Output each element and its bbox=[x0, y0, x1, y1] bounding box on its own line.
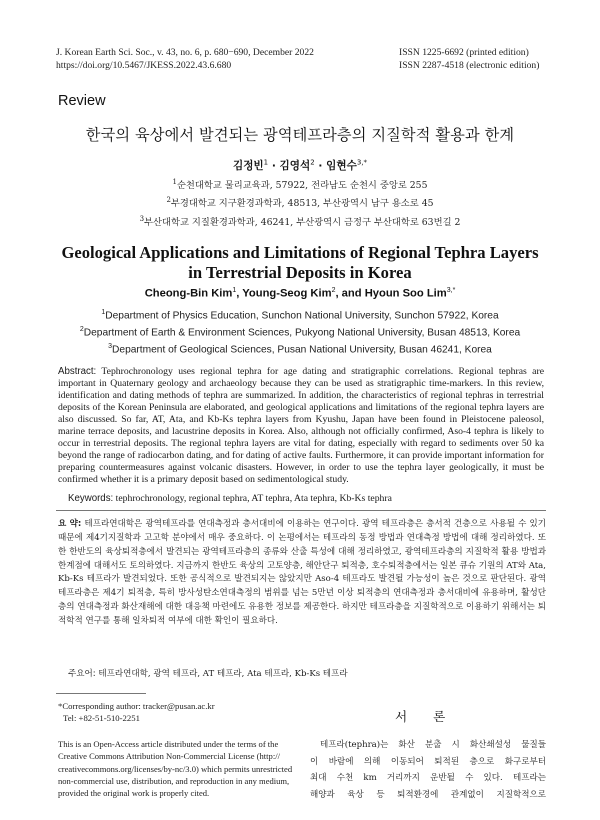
korean-abstract-text: 테프라연대학은 광역테프라를 연대측정과 층서대비에 이용하는 연구이다. 광역 테프라층은 층서적 건층으로 사용될 수 있기 때문에 제4기지질학과 고고학 분야에서 매우 중요하다. 이 논평에서는 테프라의 동정 방법과 연대측정 방법에 대해 정리하였다. 또한 한반도의 육상퇴적층에서 발견되는 광역테프라층의 종류와 산출 특성에 대해 정리하였고, 광역테프라층의 지질학적 활용 방법과 한계점에 대해서도 토의하였다. 지금까지 한반도 육상의 고토양층, 해안단구 퇴적층, 호수퇴적층에서는 일본 큐슈 기원의 AT와 Ata, Kb-Ks 테프라가 발견되었다. 또한 공식적으로 발견되지는 않았지만 Aso-4 테프라도 발견될 가능성이 높은 것으로 판단된다. 광역테프라층은 제4기 퇴적층, 특히 방사성탄소연대측정의 범위를 넘는 5만년 이상 퇴적층의 연대측정과 층서대비에 유용하며, 활성단층의 연대측정과 화산재해에 대한 대응책 마련에도 유용한 정보를 제공한다. 하지만 테프라층을 지질학적으로 이용하기 위해서는 퇴적학적 연구를 통해 일차퇴적 여부에 대한 확인이 필요하다. bbox=[58, 519, 547, 626]
author-name: 김정빈 bbox=[232, 160, 264, 172]
open-access-line: non-commercial use, distribution, and reproduction in any medium, bbox=[58, 775, 290, 786]
corresponding-tel: Tel: +82-51-510-2251 bbox=[63, 713, 140, 723]
footnote-divider bbox=[56, 693, 146, 694]
affiliation-sup: 3 bbox=[108, 342, 113, 350]
heading-char: 서 bbox=[395, 709, 408, 724]
corresponding-author-note bbox=[58, 700, 298, 724]
affiliation-sup: 2 bbox=[79, 325, 84, 333]
affiliation-line bbox=[0, 340, 600, 357]
keywords-text: tephrochronology, regional tephra, AT tephra, Ata tephra, Kb-Ks tephra bbox=[115, 493, 392, 504]
korean-abstract-label: 요 약: bbox=[58, 519, 82, 529]
intro-line: 최대 수천 km 거리까지 운반될 수 있다. 테프라는 bbox=[310, 773, 546, 784]
issn-electronic: ISSN 2287-4518 (electronic edition) bbox=[399, 59, 540, 71]
author-name: 김영석 bbox=[279, 160, 311, 172]
affiliation-line bbox=[0, 306, 600, 323]
affiliation-text: Department of Earth & Environment Sciences, Pukyong National University, Busan 48513, Korea bbox=[83, 327, 521, 339]
intro-line: 이 바람에 의해 이동되어 퇴적된 층으로 화구로부터 bbox=[310, 756, 546, 767]
corresponding-email: *Corresponding author: tracker@pusan.ac.kr bbox=[58, 701, 215, 711]
journal-citation: J. Korean Earth Sci. Soc., v. 43, no. 6, p. 680−690, December 2022 bbox=[56, 47, 314, 58]
open-access-line: provided the original work is properly cited. bbox=[58, 788, 210, 799]
korean-title: 한국의 육상에서 발견되는 광역테프라층의 지질학적 활용과 한계 bbox=[85, 126, 515, 144]
affiliation-text: 부경대학교 지구환경과학과, 48513, 부산광역시 남구 용소로 45 bbox=[170, 198, 434, 210]
affiliation-sup: 1 bbox=[101, 309, 106, 316]
affiliation-line bbox=[0, 175, 600, 193]
journal-header-right bbox=[399, 47, 539, 72]
affiliation-line bbox=[0, 193, 600, 211]
open-access-note bbox=[58, 738, 298, 799]
english-title bbox=[0, 243, 600, 283]
introduction-text bbox=[310, 737, 546, 803]
korean-keywords-text: 테프라연대학, 광역 테프라, AT 테프라, Ata 테프라, Kb-Ks 테프라 bbox=[98, 669, 348, 679]
affiliation-sup: 1 bbox=[172, 178, 177, 186]
open-access-line: This is an Open-Access article distributed under the terms of the bbox=[58, 739, 279, 749]
author-name: Hyoun Soo Lim bbox=[364, 287, 447, 300]
english-title-line: in Terrestrial Deposits in Korea bbox=[188, 263, 412, 282]
section-label: Review bbox=[58, 93, 106, 109]
korean-authors bbox=[0, 158, 600, 173]
intro-line: 해양과 육상 등 퇴적환경에 관계없이 지질학적으로 bbox=[310, 789, 546, 800]
keywords-label: Keywords: bbox=[68, 493, 114, 504]
author-sup: 2 bbox=[310, 158, 315, 167]
author-sup: 1 bbox=[232, 287, 237, 294]
doi-link[interactable]: https://doi.org/10.5467/JKESS.2022.43.6.680 bbox=[56, 59, 232, 71]
author-sup: 1 bbox=[263, 158, 269, 167]
intro-line: 테프라(tephra)는 화산 분출 시 화산쇄설성 물질들 bbox=[320, 740, 546, 750]
abstract-block bbox=[58, 366, 544, 486]
author-separator: · bbox=[268, 160, 280, 172]
author-sup: 2 bbox=[331, 287, 336, 294]
korean-keywords-block bbox=[68, 667, 548, 679]
journal-header-left bbox=[56, 47, 314, 72]
korean-keywords-label: 주요어: bbox=[68, 669, 96, 679]
affiliation-line bbox=[0, 323, 600, 340]
affiliation-text: 순천대학교 물리교육과, 57922, 전라남도 순천시 중앙로 255 bbox=[176, 180, 428, 192]
open-access-line: creativecommons.org/licenses/by-nc/3.0) which permits unrestricted bbox=[58, 763, 293, 774]
english-title-line: Geological Applications and Limitations of Regional Tephra Layers bbox=[61, 243, 539, 262]
heading-char: 론 bbox=[433, 709, 446, 724]
affiliation-text: 부산대학교 지질환경과학과, 46241, 부산광역시 금정구 부산대학로 63번길 2 bbox=[144, 216, 461, 228]
affiliation-text: Department of Geological Sciences, Pusan National University, Busan 46241, Korea bbox=[112, 343, 492, 355]
author-separator: · bbox=[314, 160, 327, 172]
affiliation-line bbox=[0, 212, 600, 230]
issn-print: ISSN 1225-6692 (printed edition) bbox=[399, 47, 529, 58]
affiliation-sup: 2 bbox=[166, 196, 171, 205]
keywords-block bbox=[68, 493, 548, 504]
abstract-text: Tephrochronology uses regional tephra for age dating and stratigraphic correlations. Regional tephras are important in Quaternary geology and archaeology because they can be used as stratigraphic time-markers. In this review, identification and dating methods of tephra are summarized. In addition, the characteristics of regional tephras in terrestrial deposits of the Korean Peninsula are elaborated, and geological applications and limitations of the regional tephra layers are also discussed. So far, AT, Ata, and Kb-Ks tephra layers from Kyushu, Japan have been found in Pleistocene paleosol, marine terrace deposits, and lacustrine deposits in Korea. Also, although not officially confirmed, Aso-4 tephra is likely to occur in terrestrial deposits. The regional tephra layers are vital for dating, especially with regard to sediments over 50 ka beyond the range of radiocarbon dating, and for dating of active faults. Furthermore, it can provide important information for preparing countermeasures against volcanic disasters. However, in order to use the tephra layer geologically, it must be confirmed whether it is a primary deposit based on sedimentological study. bbox=[58, 366, 544, 486]
english-affiliations bbox=[0, 306, 600, 356]
introduction-heading bbox=[395, 706, 445, 725]
open-access-line: Creative Commons Attribution Non-Commercial License (http:// bbox=[58, 751, 280, 762]
author-name: Young-Seog Kim bbox=[242, 287, 332, 300]
affiliation-text: Department of Physics Education, Sunchon National University, Sunchon 57922, Korea bbox=[105, 310, 499, 322]
author-name: Cheong-Bin Kim bbox=[144, 287, 233, 300]
divider bbox=[56, 510, 546, 511]
abstract-label: Abstract: bbox=[58, 366, 97, 377]
author-name: 임현수 bbox=[326, 160, 357, 172]
korean-affiliations bbox=[0, 175, 600, 230]
author-sup: 3,* bbox=[356, 158, 368, 167]
affiliation-sup: 3 bbox=[139, 214, 145, 223]
korean-abstract-block bbox=[58, 518, 546, 629]
author-sup: 3,* bbox=[446, 287, 456, 294]
english-authors: Cheong-Bin Kim$^1$, Young-Seog Kim$^2$, and Hyoun Soo Lim$^{3,*}$ bbox=[144, 287, 456, 300]
